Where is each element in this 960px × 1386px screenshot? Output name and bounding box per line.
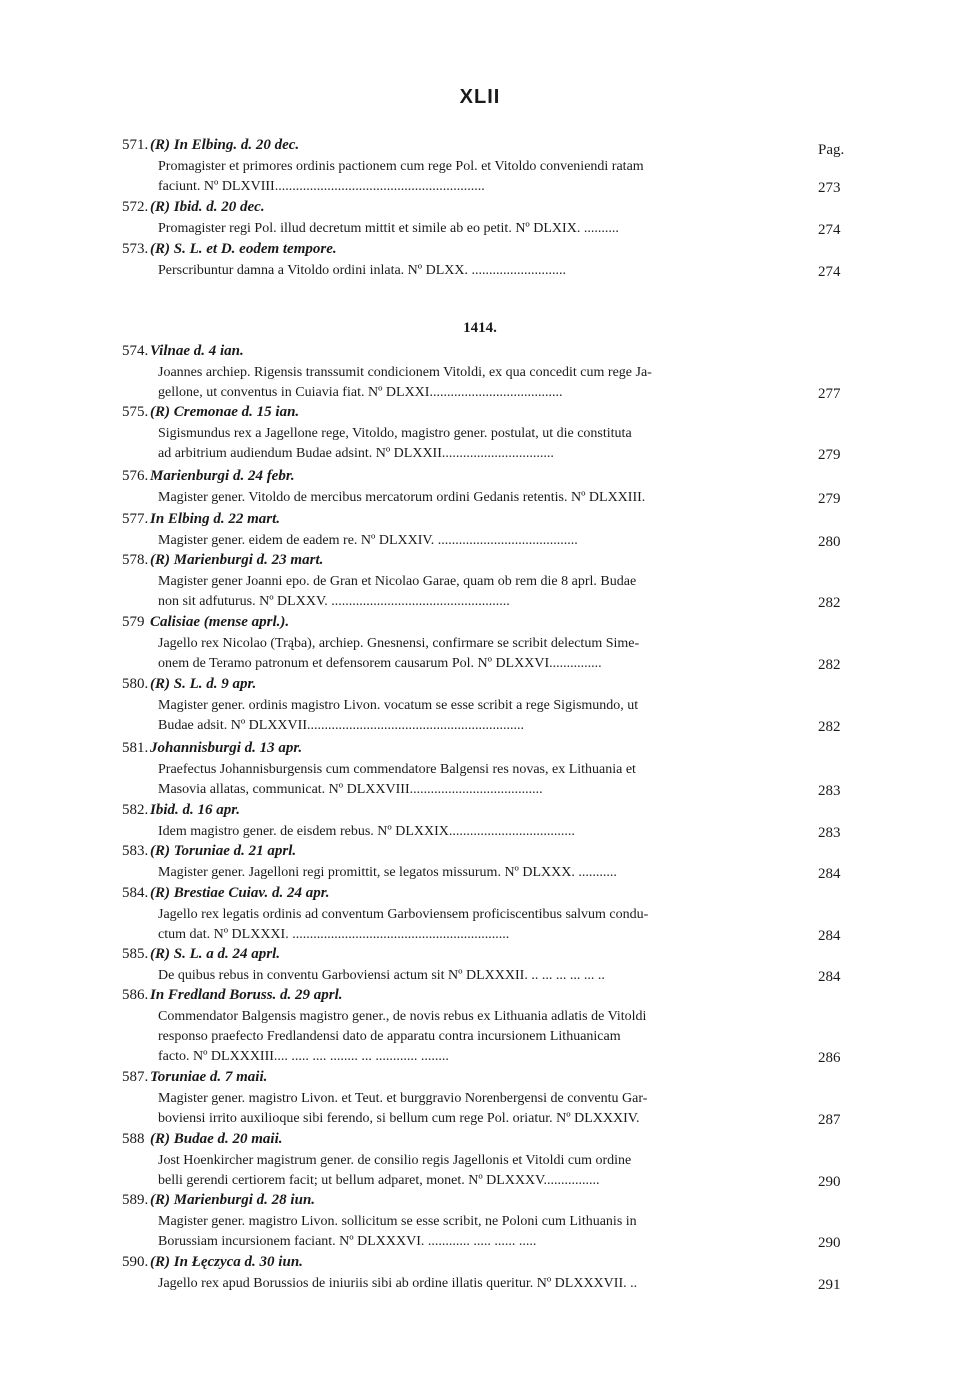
entry-date: Vilnae d. 4 ian. [150,343,244,359]
entry-date: (R) Ibid. d. 20 dec. [150,199,265,215]
entry-number: 582. [122,802,149,818]
entry-date: Ibid. d. 16 apr. [150,802,241,818]
entry-number: 576. [122,468,149,484]
entry-summary-line: Promagister regi Pol. illud decretum mittit et simile ab eo petit. Nº DLXIX. .......... [158,221,619,236]
page-reference: 279 [818,491,841,507]
entry-summary-line: Magister gener. eidem de eadem re. Nº DLXXIV. ........................................ [158,533,578,548]
entry-summary-line: ad arbitrium audiendum Budae adsint. Nº DLXXII................................ [158,446,554,461]
entry-number: 578. [122,552,149,568]
page-reference: 274 [818,264,841,280]
page-reference: 283 [818,825,841,841]
entry-summary-line: belli gerendi certiorem facit; ut bellum adparet, monet. Nº DLXXXV................ [158,1173,600,1188]
entry-summary-line: gellone, ut conventus in Cuiavia fiat. Nº DLXXI...................................... [158,385,563,400]
entry-date: (R) Marienburgi d. 28 iun. [150,1192,316,1208]
entry-summary-line: Commendator Balgensis magistro gener., de novis rebus ex Lithuania adlatis de Vitoldi [158,1009,647,1024]
entry-summary-line: onem de Teramo patronum et defensorem causarum Pol. Nº DLXXVI............... [158,656,602,671]
pag-column-label: Pag. [818,142,845,158]
entry-summary-line: boviensi irrito auxilioque sibi ferendo, si bellum cum rege Pol. oriatur. Nº DLXXXIV. [158,1111,640,1126]
page-reference: 284 [818,928,841,944]
entry-summary-line: non sit adfuturus. Nº DLXXV. ................................................... [158,594,510,609]
entry-summary-line: responso praefecto Fredlandensi dato de apparatu contra incursionem Lithuanicam [158,1029,621,1044]
entry-summary-line: Jost Hoenkircher magistrum gener. de consilio regis Jagellonis et Vitoldi cum ordine [158,1153,632,1168]
page-reference: 287 [818,1112,841,1128]
page-reference: 282 [818,595,841,611]
entry-date: (R) S. L. a d. 24 aprl. [150,946,281,962]
entry-number: 575. [122,404,149,420]
entry-number: 590. [122,1254,149,1270]
page-reference: 282 [818,657,841,673]
entry-date: Johannisburgi d. 13 apr. [150,740,303,756]
entry-number: 577. [122,511,149,527]
page-reference: 277 [818,386,841,402]
entry-summary-line: Borussiam incursionem faciant. Nº DLXXXVI. ............ ..... ...... ..... [158,1234,537,1249]
page-number-heading: XLII [459,86,501,108]
entry-summary-line: Praefectus Johannisburgensis cum commendatore Balgensi res novas, ex Lithuania et [158,762,636,777]
entry-summary-line: Magister gener. magistro Livon. sollicitum se esse scribit, ne Poloni cum Lithuanis in [158,1214,637,1229]
entry-summary-line: De quibus rebus in conventu Garboviensi actum sit Nº DLXXXII. .. ... ... ... ... .. [158,968,605,983]
entry-summary-line: Joannes archiep. Rigensis transsumit condicionem Vitoldi, ex qua concedit cum rege Ja- [158,365,652,380]
entry-date: (R) In Łęczyca d. 30 iun. [150,1254,303,1270]
entry-summary-line: Perscribuntur damna a Vitoldo ordini inlata. Nº DLXX. ........................... [158,263,567,278]
entry-summary-line: facto. Nº DLXXXIII.... ..... .... ........ ... ............ ........ [158,1049,449,1064]
page-reference: 279 [818,447,841,463]
entry-summary-line: Jagello rex Nicolao (Trąba), archiep. Gnesnensi, confirmare se scribit delectum Sime- [158,636,640,651]
page-reference: 283 [818,783,841,799]
entry-date: Calisiae (mense aprl.). [150,614,290,630]
page-reference: 284 [818,969,841,985]
entry-date: (R) Marienburgi d. 23 mart. [150,552,324,568]
year-heading: 1414. [463,320,497,336]
entry-date: (R) Budae d. 20 maii. [150,1131,283,1147]
entry-number: 585. [122,946,149,962]
entry-summary-line: faciunt. Nº DLXVIII............................................................ [158,179,485,194]
entry-summary-line: Magister gener Joanni epo. de Gran et Nicolao Garae, quam ob rem die 8 aprl. Budae [158,574,637,589]
page-reference: 286 [818,1050,841,1066]
entry-number: 588 [122,1131,145,1147]
entry-date: Marienburgi d. 24 febr. [150,468,295,484]
entry-summary-line: Masovia allatas, communicat. Nº DLXXVIII...................................... [158,782,543,797]
entry-summary-line: Sigismundus rex a Jagellone rege, Vitoldo, magistro gener. postulat, ut die constituta [158,426,632,441]
entry-number: 574. [122,343,149,359]
entry-summary-line: Magister gener. ordinis magistro Livon. vocatum se esse scribit a rege Sigismundo, ut [158,698,639,713]
entry-date: (R) Cremonae d. 15 ian. [150,404,300,420]
entry-summary-line: ctum dat. Nº DLXXXI. .............................................................. [158,927,510,942]
entry-summary-line: Idem magistro gener. de eisdem rebus. Nº DLXXIX.................................... [158,824,575,839]
page-reference: 290 [818,1174,841,1190]
entry-number: 583. [122,843,149,859]
page-reference: 291 [818,1277,841,1293]
entry-number: 586. [122,987,149,1003]
entry-date: Toruniae d. 7 maii. [150,1069,268,1085]
entry-date: (R) In Elbing. d. 20 dec. [150,137,300,153]
entry-date: (R) Toruniae d. 21 aprl. [150,843,297,859]
entry-number: 584. [122,885,149,901]
entry-summary-line: Magister gener. Vitoldo de mercibus mercatorum ordini Gedanis retentis. Nº DLXXIII. [158,490,646,505]
entry-date: (R) S. L. d. 9 apr. [150,676,257,692]
entry-number: 581. [122,740,149,756]
entry-summary-line: Magister gener. magistro Livon. et Teut. et burggravio Norenbergensi de conventu Gar- [158,1091,648,1106]
entry-number: 589. [122,1192,149,1208]
entry-date: In Fredland Boruss. d. 29 aprl. [150,987,343,1003]
entry-summary-line: Promagister et primores ordinis pactionem cum rege Pol. et Vitoldo conveniendi ratam [158,159,644,174]
entry-date: (R) Brestiae Cuiav. d. 24 apr. [150,885,330,901]
entry-summary-line: Jagello rex apud Borussios de iniuriis sibi ab ordine illatis queritur. Nº DLXXXVII. .. [158,1276,638,1291]
entry-number: 573. [122,241,149,257]
page-reference: 284 [818,866,841,882]
entry-date: (R) S. L. et D. eodem tempore. [150,241,337,257]
entry-number: 587. [122,1069,149,1085]
page-reference: 282 [818,719,841,735]
page-reference: 280 [818,534,841,550]
entry-number: 571. [122,137,149,153]
entry-date: In Elbing d. 22 mart. [150,511,281,527]
page-reference: 274 [818,222,841,238]
entry-number: 579 [122,614,145,630]
entry-number: 572. [122,199,149,215]
entry-summary-line: Jagello rex legatis ordinis ad conventum Garboviensem proficiscentibus salvum condu- [158,907,649,922]
entry-summary-line: Magister gener. Jagelloni regi promittit, se legatos missurum. Nº DLXXX. ........... [158,865,617,880]
entry-number: 580. [122,676,149,692]
entry-summary-line: Budae adsit. Nº DLXXVII.............................................................. [158,718,524,733]
page-reference: 273 [818,180,841,196]
page-reference: 290 [818,1235,841,1251]
